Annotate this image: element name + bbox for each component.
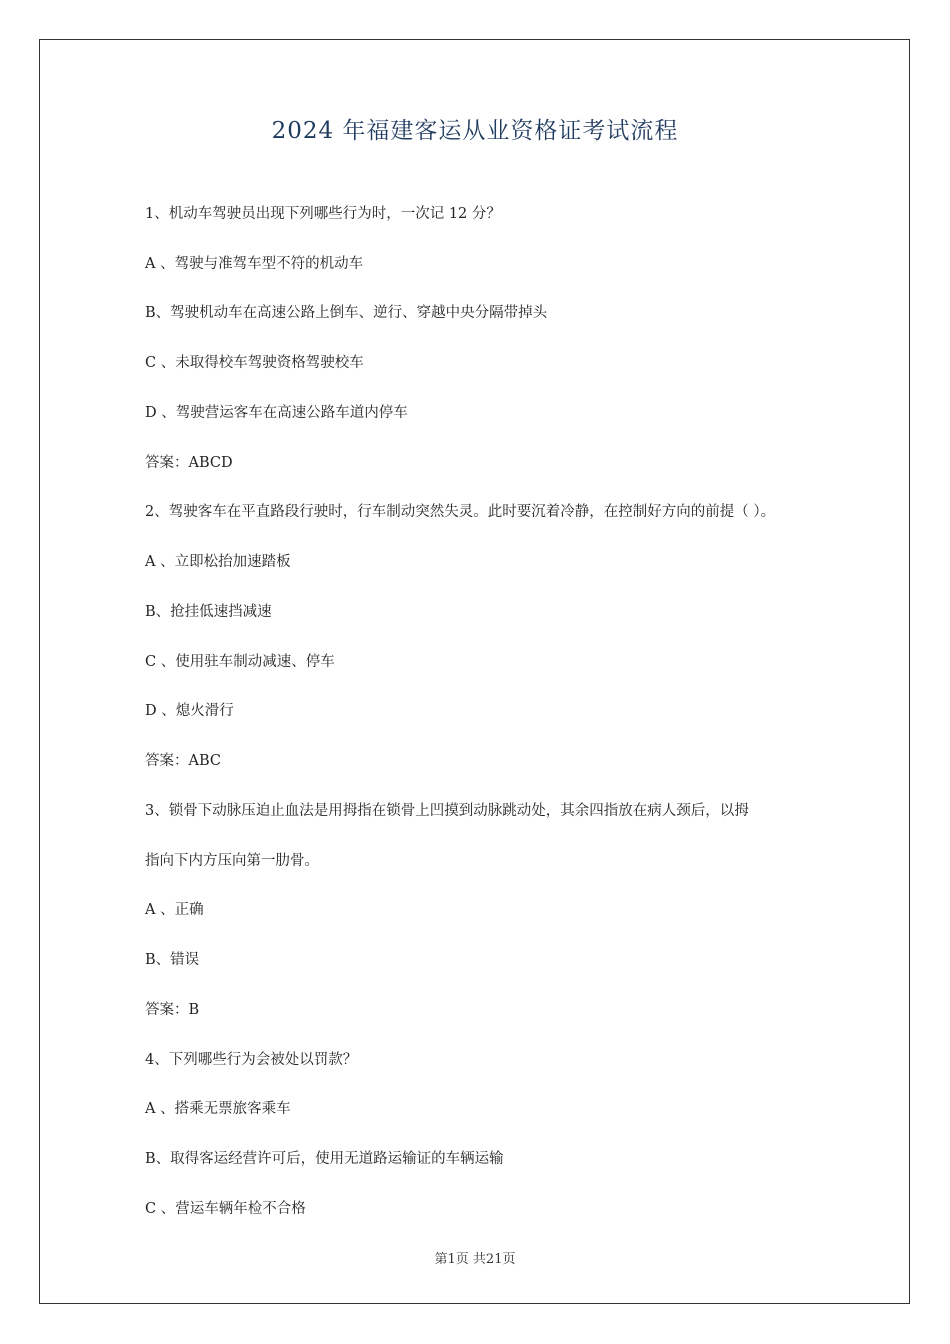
question-3-stem-line-1: 3、锁骨下动脉压迫止血法是用拇指在锁骨上凹摸到动脉跳动处，其余四指放在病人颈后，以拇 — [145, 803, 749, 819]
question-1-option-c: C 、未取得校车驾驶资格驾驶校车 — [145, 355, 364, 371]
question-1-option-a: A 、驾驶与准驾车型不符的机动车 — [145, 256, 364, 272]
question-2-option-b: B、抢挂低速挡减速 — [145, 604, 272, 620]
question-2-option-a: A 、立即松抬加速踏板 — [145, 554, 291, 570]
question-3-stem-line-2: 指向下内方压向第一肋骨。 — [145, 853, 319, 869]
question-1-option-b: B、驾驶机动车在高速公路上倒车、逆行、穿越中央分隔带掉头 — [145, 305, 548, 321]
question-2-option-c: C 、使用驻车制动减速、停车 — [145, 654, 335, 670]
page-number-footer: 第1页 共21页 — [434, 1252, 516, 1267]
document-title: 2024 年福建客运从业资格证考试流程 — [271, 118, 679, 144]
question-4-option-c: C 、营运车辆年检不合格 — [145, 1201, 306, 1217]
question-4-option-b: B、取得客运经营许可后，使用无道路运输证的车辆运输 — [145, 1151, 504, 1167]
question-1-option-d: D 、驾驶营运客车在高速公路车道内停车 — [145, 405, 408, 421]
question-2-stem: 2、驾驶客车在平直路段行驶时，行车制动突然失灵。此时要沉着冷静，在控制好方向的前提（ ）。 — [145, 504, 776, 520]
question-3-option-b: B、错误 — [145, 952, 200, 968]
question-2-answer: 答案：ABC — [145, 753, 221, 769]
question-4-stem: 4、下列哪些行为会被处以罚款？ — [145, 1052, 358, 1068]
question-2-option-d: D 、熄火滑行 — [145, 703, 234, 719]
question-3-option-a: A 、正确 — [145, 902, 204, 918]
question-1-stem: 1、机动车驾驶员出现下列哪些行为时，一次记 12 分？ — [145, 206, 501, 222]
question-1-answer: 答案：ABCD — [145, 455, 233, 471]
question-4-option-a: A 、搭乘无票旅客乘车 — [145, 1101, 291, 1117]
question-3-answer: 答案：B — [145, 1002, 200, 1018]
